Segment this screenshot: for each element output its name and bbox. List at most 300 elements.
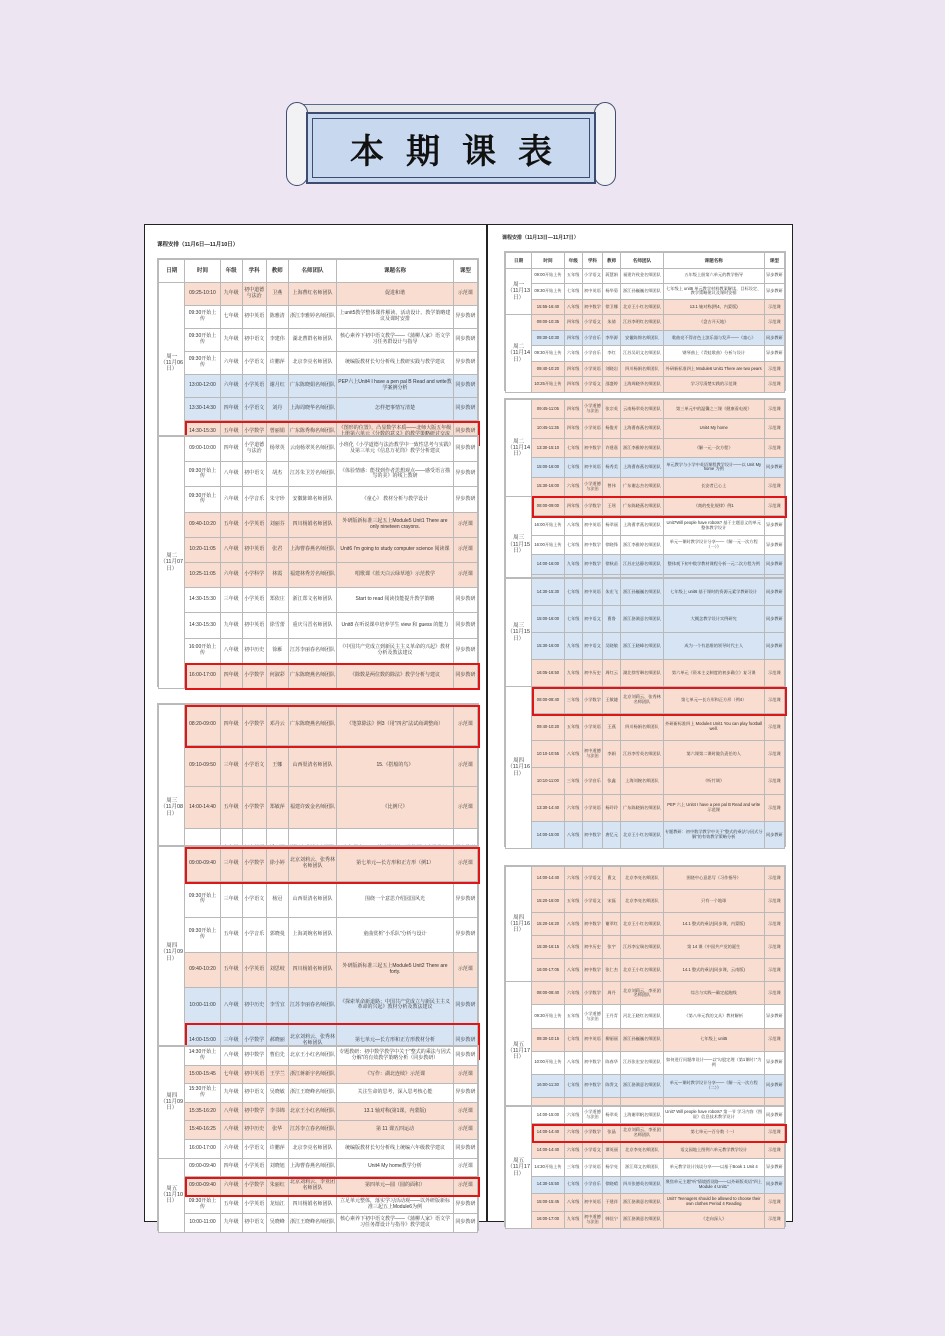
table-header-row	[159, 260, 478, 283]
subject-cell: 小学英语	[242, 952, 266, 987]
day-cell: 周二 （11月14日）	[506, 315, 532, 393]
time-cell: 09:30开始上传	[532, 284, 564, 300]
team-cell: 江苏庄达静名师团队	[621, 555, 663, 574]
grade-cell: 三年级	[220, 588, 242, 613]
table-row	[159, 882, 478, 917]
table-row	[159, 1158, 478, 1177]
topic-cell: Unit4 My home教学分析	[337, 1158, 454, 1177]
teacher-cell: 许鹏萍	[266, 352, 288, 375]
table-row-highlighted	[506, 687, 785, 714]
type-cell: 异步教研	[453, 487, 477, 512]
subject-cell: 初中语文	[582, 633, 602, 660]
team-cell: 浙江李雅婷名师团队	[621, 438, 663, 457]
type-cell: 同步教研	[453, 588, 477, 613]
topic-cell: 《第八单元我的文具》教材解析	[663, 1005, 764, 1028]
time-cell: 09:30开始上传	[532, 1005, 564, 1028]
table-row	[506, 890, 785, 913]
time-cell: 15:30-16:00	[532, 477, 564, 496]
type-cell: 异步教研	[764, 1051, 784, 1074]
subject-cell: 初中数学	[582, 1074, 602, 1097]
time-cell: 09:30开始上传	[185, 882, 220, 917]
table-row	[159, 512, 478, 537]
time-cell: 14:00-14:40	[532, 1141, 564, 1158]
topic-cell: Unit7 Teenagers should be allowed to choose their own clothes Period 4 Reading	[663, 1194, 764, 1211]
grade-cell: 八年级	[564, 822, 582, 849]
team-cell: 北京刘莉云、张秀林名师团队	[288, 1023, 336, 1058]
subject-cell: 小学语文	[582, 867, 602, 890]
table-row	[506, 1028, 785, 1051]
type-cell: 同步教研	[764, 1176, 784, 1193]
subject-cell: 初中英语	[242, 306, 266, 329]
grade-cell: 四年级	[564, 315, 582, 331]
type-cell: 示范课	[764, 768, 784, 795]
subject-cell: 小学道德与法治	[242, 437, 266, 462]
type-cell: 示范课	[764, 1028, 784, 1051]
day-cell: 周一 （11月13日）	[506, 268, 532, 315]
topic-cell: 聚焦单元主题“听”情境搭设路——以外研版英语“四上 Module 4 Unit1”	[663, 1176, 764, 1193]
table-row-highlighted	[159, 663, 478, 688]
team-cell: 江苏李宝瑞名师团队	[621, 936, 663, 959]
subject-cell: 初中语文	[242, 1214, 266, 1233]
team-cell: 四川杨娟名师团队	[621, 714, 663, 741]
topic-cell: PEP六上Unit4 I have a pen pal B Read and write教学案例分析	[337, 375, 454, 398]
schedule-block	[504, 577, 786, 847]
time-cell: 09:00-09:40	[185, 1158, 220, 1177]
subject-cell: 小学语文	[582, 315, 602, 331]
type-cell: 同步教研	[453, 988, 477, 1023]
type-cell: 示范课	[453, 847, 477, 882]
teacher-cell: 王敏婕	[603, 687, 621, 714]
time-cell: 15:30-16:00	[532, 633, 564, 660]
team-cell: 北京刘莉云、李亚团名师团队	[621, 1124, 663, 1141]
day-cell: 周三 （11月08日）	[159, 705, 185, 911]
table-row	[506, 1005, 785, 1028]
type-cell: 示范课	[453, 746, 477, 787]
teacher-cell: 王瑶	[603, 496, 621, 515]
time-cell: 15:40-16:25	[185, 1121, 220, 1140]
grade-cell: 八年级	[564, 1051, 582, 1074]
team-cell: 上海曹春燕名师团队	[621, 458, 663, 477]
teacher-cell: 徐雁	[266, 638, 288, 663]
type-cell: 异步教研	[453, 462, 477, 487]
table-row	[506, 913, 785, 936]
subject-cell: 小学英语	[582, 1159, 602, 1176]
team-cell: 重庆马晋名师团队	[288, 613, 336, 638]
teacher-cell: 王丹青	[603, 1005, 621, 1028]
teacher-cell: 曹文	[603, 867, 621, 890]
subject-cell: 小学数学	[582, 496, 602, 515]
team-cell: 山西渠清名师团队	[288, 746, 336, 787]
topic-cell: 单元教学设计浅谈分享——以基于Book 1 Unit 4	[663, 1159, 764, 1176]
table-row	[506, 400, 785, 419]
type-cell: 异步教研	[764, 1005, 784, 1028]
grade-cell: 七年级	[564, 458, 582, 477]
topic-cell: 《解一元一次方程》	[663, 438, 764, 457]
topic-cell: 《除数是两位数的除法》教学分析与建议	[337, 663, 454, 688]
day-cell: 周三 （11月15日）	[506, 579, 532, 687]
type-cell: 示范课	[764, 741, 784, 768]
topic-cell: 外研新标准四上 Module4 Unit1 You can play football well.	[663, 714, 764, 741]
table-row	[159, 917, 478, 952]
type-cell: 异步教研	[764, 346, 784, 362]
team-cell: 浙江王晓峰名师团队	[288, 1084, 336, 1103]
topic-cell: 《图形的位置》，凸显数学本质——北师大版五年级上册第六单元《分数的意义》的教学策略研讨交流	[337, 421, 454, 444]
table-row	[159, 746, 478, 787]
time-cell: 09:30开始上传	[532, 346, 564, 362]
day-cell: 周二 （11月07日）	[159, 437, 185, 689]
table-row	[159, 562, 478, 587]
grade-cell: 六年级	[564, 1141, 582, 1158]
teacher-cell: 谢月红	[266, 375, 288, 398]
team-cell: 广东陈晓娟名师团队	[621, 795, 663, 822]
type-cell: 异步教研	[764, 284, 784, 300]
teacher-cell: 张晶	[603, 1124, 621, 1141]
column-header: 学科	[582, 253, 602, 269]
time-cell: 09:00-09:40	[185, 1177, 220, 1196]
grade-cell: 六年级	[564, 982, 582, 1005]
teacher-cell: 朱丽红	[266, 1177, 288, 1196]
table-row	[506, 741, 785, 768]
grade-cell: 四年级	[220, 705, 242, 746]
time-cell: 08:00-08:40	[532, 982, 564, 1005]
teacher-cell: 林霞	[266, 562, 288, 587]
subject-cell: 小学道德与法治	[582, 400, 602, 419]
teacher-cell: 徐秋苗	[603, 555, 621, 574]
table-row	[506, 795, 785, 822]
schedule-block	[157, 1045, 479, 1231]
team-cell: 浙江郑文名师团队	[288, 588, 336, 613]
type-cell: 同步教研	[453, 329, 477, 352]
topic-cell: 核心素养下初中语文教学——《蒲柳人家》语文学习任务群设计与指导	[337, 329, 454, 352]
time-cell: 09:00开始上传	[532, 268, 564, 284]
teacher-cell: 刘丽芬	[266, 512, 288, 537]
time-cell: 14:00-14:40	[532, 867, 564, 890]
time-cell: 15:00-16:00	[532, 458, 564, 477]
subject-cell: 小学英语	[242, 1195, 266, 1214]
team-cell: 江苏李明红名师团队	[621, 315, 663, 331]
table-row	[506, 438, 785, 457]
type-cell: 同步教研	[453, 613, 477, 638]
time-cell: 13:30-14:40	[532, 795, 564, 822]
team-cell: 上海谢翠帆名师团队	[621, 1107, 663, 1124]
table-row	[506, 1107, 785, 1124]
teacher-cell: 吴晓峰	[266, 1214, 288, 1233]
team-cell: 上海曹孝燕名师团队	[621, 516, 663, 535]
teacher-cell: 郝晓丽	[266, 1023, 288, 1058]
teacher-cell: 周丹	[603, 982, 621, 1005]
grade-cell: 三年级	[220, 847, 242, 882]
table-row	[506, 330, 785, 346]
table-row	[506, 315, 785, 331]
type-cell: 示范课	[764, 496, 784, 515]
table-row	[159, 588, 478, 613]
grade-cell: 三年级	[220, 746, 242, 787]
table-row	[159, 787, 478, 828]
teacher-cell: 王燕	[603, 714, 621, 741]
day-cell: 周四 （11月16日）	[506, 867, 532, 982]
teacher-cell: 柳丽丽	[603, 1028, 621, 1051]
type-cell: 示范课	[764, 687, 784, 714]
type-cell: 同步教研	[764, 1107, 784, 1124]
time-cell: 16:00开始上传	[185, 638, 220, 663]
table-row	[159, 1121, 478, 1140]
teacher-cell: 朱宏飞	[603, 579, 621, 606]
table-row	[159, 462, 478, 487]
team-cell: 上海曹春燕名师团队	[621, 419, 663, 438]
grade-cell: 八年级	[220, 462, 242, 487]
grade-cell: 三年级	[220, 882, 242, 917]
subject-cell: 初中历史	[582, 936, 602, 959]
column-header: 教师	[603, 253, 621, 269]
grade-cell: 七年级	[564, 1176, 582, 1193]
subject-cell: 初中英语	[582, 1194, 602, 1211]
column-header: 时间	[532, 253, 564, 269]
table-row	[506, 633, 785, 660]
subject-cell: 小学语文	[242, 398, 266, 421]
team-cell: 上海周晓华名师团队	[621, 377, 663, 393]
day-cell: 周四 （11月16日）	[506, 687, 532, 849]
team-cell: 广东陈晓燕名师团队	[288, 705, 336, 746]
topic-cell: 第六课第二课时做负责任的人	[663, 741, 764, 768]
schedule-page-week-1	[144, 224, 487, 1229]
type-cell: 异步教研	[453, 882, 477, 917]
table-row	[159, 352, 478, 375]
time-cell: 15:00-15:45	[532, 1194, 564, 1211]
team-cell: 福建许致金名师团队	[621, 268, 663, 284]
time-cell: 14:30-15:30	[185, 588, 220, 613]
team-cell: 江苏吴玥文名师团队	[621, 346, 663, 362]
subject-cell: 小学英语	[582, 714, 602, 741]
type-cell: 同步教研	[453, 1023, 477, 1058]
teacher-cell: 徐晓锋	[603, 535, 621, 554]
time-cell: 10:25开始上传	[532, 377, 564, 393]
time-cell: 10:10-10:55	[532, 741, 564, 768]
teacher-cell: 徐小婷	[266, 847, 288, 882]
teacher-cell: 胡杰	[266, 462, 288, 487]
topic-cell: 13.1 轴对称(例4，内蒙版)	[663, 299, 764, 315]
schedule-block	[504, 398, 786, 592]
type-cell: 示范课	[764, 299, 784, 315]
table-row	[159, 1139, 478, 1158]
grade-cell: 四年级	[220, 398, 242, 421]
subject-cell: 初中英语	[582, 284, 602, 300]
type-cell: 异步教研	[453, 638, 477, 663]
teacher-cell: 谭英丽	[603, 1141, 621, 1158]
subject-cell: 初中数学	[582, 299, 602, 315]
teacher-cell: 周红云	[603, 660, 621, 687]
teacher-cell: 杨翠英	[603, 1107, 621, 1124]
topic-cell: 立足单元整体，落实学习活动观——以外研版新标准三起五上Module6为例	[337, 1195, 454, 1214]
table-row	[506, 535, 785, 554]
day-cell: 周三 （11月15日）	[506, 496, 532, 593]
team-cell: 北京李亮名师团队	[288, 352, 336, 375]
column-header: 课型	[453, 260, 477, 283]
type-cell: 同步教研	[453, 398, 477, 421]
team-cell: 浙江王晓峰名师团队	[288, 1214, 336, 1233]
type-cell: 同步教研	[764, 822, 784, 849]
schedule-block	[504, 251, 786, 391]
type-cell: 同步教研	[764, 555, 784, 574]
column-header: 日期	[506, 253, 532, 269]
day-cell: 周五 （11月17日）	[506, 982, 532, 1120]
teacher-cell: 刘晓岩	[603, 361, 621, 377]
type-cell: 同步教研	[764, 606, 784, 633]
subject-cell: 初中英语	[242, 1065, 266, 1084]
team-cell: 北京王小红名师团队	[621, 299, 663, 315]
column-header: 学科	[242, 260, 266, 283]
subject-cell: 小学科学	[242, 562, 266, 587]
teacher-cell: 杨玲玲	[603, 795, 621, 822]
grade-cell: 九年级	[220, 1214, 242, 1233]
grade-cell: 八年级	[564, 936, 582, 959]
team-cell: 浙江孙巍巍名师团队	[621, 1028, 663, 1051]
table-row	[159, 487, 478, 512]
teacher-cell: 杨华菊	[603, 284, 621, 300]
grade-cell: 八年级	[220, 1121, 242, 1140]
time-cell: 15:55-16:40	[532, 299, 564, 315]
team-cell: 山西渠清名师团队	[288, 882, 336, 917]
table-row	[159, 1065, 478, 1084]
topic-cell: 单元—课时教学设计分享——《解一元一次方程（二）》	[663, 1074, 764, 1097]
team-cell: 福建林秀芳名师团队	[288, 562, 336, 587]
subject-cell: 小学语文	[582, 377, 602, 393]
grade-cell: 五年级	[220, 512, 242, 537]
type-cell: 示范课	[764, 477, 784, 496]
topic-cell: Start to read 阅读技能提升教学策略	[337, 588, 454, 613]
team-cell: 湖北曹群名师团队	[288, 329, 336, 352]
team-cell: 浙江李雅婷名师团队	[288, 306, 336, 329]
grade-cell: 六年级	[220, 1139, 242, 1158]
topic-cell: 单元—课时教学设计分享——《解一元一次方程（一）》	[663, 535, 764, 554]
team-cell: 江苏李丽春名师团队	[288, 638, 336, 663]
table-row	[506, 1074, 785, 1097]
teacher-cell: 陈雅清	[266, 306, 288, 329]
subject-cell: 小学英语	[242, 1158, 266, 1177]
table-row	[506, 516, 785, 535]
teacher-cell: 刘晓旭	[266, 1158, 288, 1177]
topic-cell: 核心素养下初中语文教学——《蒲柳人家》语文学习任务群设计与指导》教学建议	[337, 1214, 454, 1233]
subject-cell: 小学数学	[582, 982, 602, 1005]
topic-cell: 七年级上 unit5	[663, 1028, 764, 1051]
subject-cell: 初中英语	[582, 1028, 602, 1051]
topic-cell: 外研版新标准三起五上Module5 Unit1 There are only nineteen crayons.	[337, 512, 454, 537]
time-cell: 08:00-09:00	[532, 496, 564, 515]
subject-cell: 初中历史	[582, 660, 602, 687]
subject-cell: 小学道德与法治	[582, 1107, 602, 1124]
time-cell: 14:30-15:50	[532, 1176, 564, 1193]
subject-cell: 初中数学	[582, 959, 602, 982]
subject-cell: 小学音乐	[582, 1176, 602, 1193]
type-cell: 同步教研	[453, 663, 477, 688]
team-cell: 北京李亮名师团队	[621, 867, 663, 890]
table-row	[506, 822, 785, 849]
teacher-cell: 朱守珍	[266, 487, 288, 512]
grade-cell: 五年级	[564, 890, 582, 913]
topic-cell: 外研新标准四上 Module6 Unit1 There are two pears	[663, 361, 764, 377]
teacher-cell: 李华源	[603, 330, 621, 346]
topic-cell: 第三单元中的温馨之三课《健康看电视》	[663, 400, 764, 419]
grade-cell: 三年级	[564, 768, 582, 795]
grade-cell: 八年级	[564, 741, 582, 768]
schedule-block	[157, 435, 479, 687]
table-row	[159, 1102, 478, 1121]
topic-cell: 学习写清楚实践的示范课	[663, 377, 764, 393]
table-row	[159, 537, 478, 562]
topic-cell: 七年级上 unit6 基于课时的资源元素学教研设计	[663, 579, 764, 606]
team-cell: 北京李亮名师团队	[621, 890, 663, 913]
grade-cell: 七年级	[564, 579, 582, 606]
teacher-cell: 徐雪蕾	[266, 613, 288, 638]
topic-cell: 《笔算除法》例3（用"四舍"法试商调整商）	[337, 705, 454, 746]
type-cell: 示范课	[764, 315, 784, 331]
team-cell: 福建许致金名师团队	[288, 787, 336, 828]
topic-cell: 第四单元—圆（圆的面积）	[337, 1177, 454, 1196]
time-cell: 09:00-10:35	[532, 315, 564, 331]
time-cell: 14:00-15:00	[532, 822, 564, 849]
type-cell: 异步教研	[453, 1084, 477, 1103]
subject-cell: 小学数学	[242, 847, 266, 882]
time-cell: 09:40-10:20	[532, 714, 564, 741]
teacher-cell: 许建嘉	[603, 438, 621, 457]
teacher-cell: 曾伟	[603, 477, 621, 496]
table-row	[506, 982, 785, 1005]
topic-cell: 《盘古开天地》	[663, 315, 764, 331]
time-cell: 09:40-10:20	[185, 512, 220, 537]
subject-cell: 初中英语	[582, 458, 602, 477]
teacher-cell: 徐卫娜	[603, 299, 621, 315]
time-cell: 13:30-14:30	[185, 398, 220, 421]
time-cell: 10:00开始上传	[532, 1051, 564, 1074]
topic-cell: 13.1 轴对称(第1课，内蒙版)	[337, 1102, 454, 1121]
team-cell: 北京刘莉云、张秀林名师团队	[621, 687, 663, 714]
topic-cell: 七年级上 unit6 单元教学材料教案解读、目标设定、教学策略建议及课时安排	[663, 284, 764, 300]
type-cell: 示范课	[764, 660, 784, 687]
table-row	[159, 329, 478, 352]
grade-cell: 七年级	[564, 1074, 582, 1097]
table-row	[506, 1176, 785, 1193]
grade-cell: 六年级	[564, 1107, 582, 1124]
time-cell: 15:30-16:15	[532, 936, 564, 959]
table-row	[159, 1047, 478, 1066]
teacher-cell: 杨冠	[266, 882, 288, 917]
type-cell: 异步教研	[453, 352, 477, 375]
table-row	[159, 1214, 478, 1233]
time-cell: 14:00-15:00	[185, 1023, 220, 1058]
time-cell: 15:00-15:45	[185, 1065, 220, 1084]
grade-cell: 六年级	[564, 1124, 582, 1141]
time-cell: 10:10-11:00	[532, 768, 564, 795]
subject-cell: 小学数学	[242, 421, 266, 444]
grade-cell: 八年级	[220, 537, 242, 562]
week-caption: 课程安排（11月6日—11月10日）	[157, 242, 239, 248]
grade-cell: 六年级	[564, 477, 582, 496]
column-header: 时间	[185, 260, 220, 283]
type-cell: 示范课	[764, 867, 784, 890]
time-cell: 14:30开始上传	[185, 1047, 220, 1066]
team-cell: 安徽陈锦名师团队	[621, 330, 663, 346]
type-cell: 示范课	[764, 438, 784, 457]
time-cell: 15:30开始上传	[185, 1084, 220, 1103]
day-cell: 周二 （11月14日）	[506, 400, 532, 497]
table-row	[506, 458, 785, 477]
type-cell: 异步教研	[764, 268, 784, 284]
time-cell: 10:20-11:05	[185, 537, 220, 562]
team-cell: 广东陈晓燕名师团队	[621, 496, 663, 515]
grade-cell: 四年级	[220, 663, 242, 688]
topic-cell: 成为一个有思维的领导时代主人	[663, 633, 764, 660]
subject-cell: 初中数学	[582, 535, 602, 554]
teacher-cell: 韩佳宁	[603, 1211, 621, 1228]
